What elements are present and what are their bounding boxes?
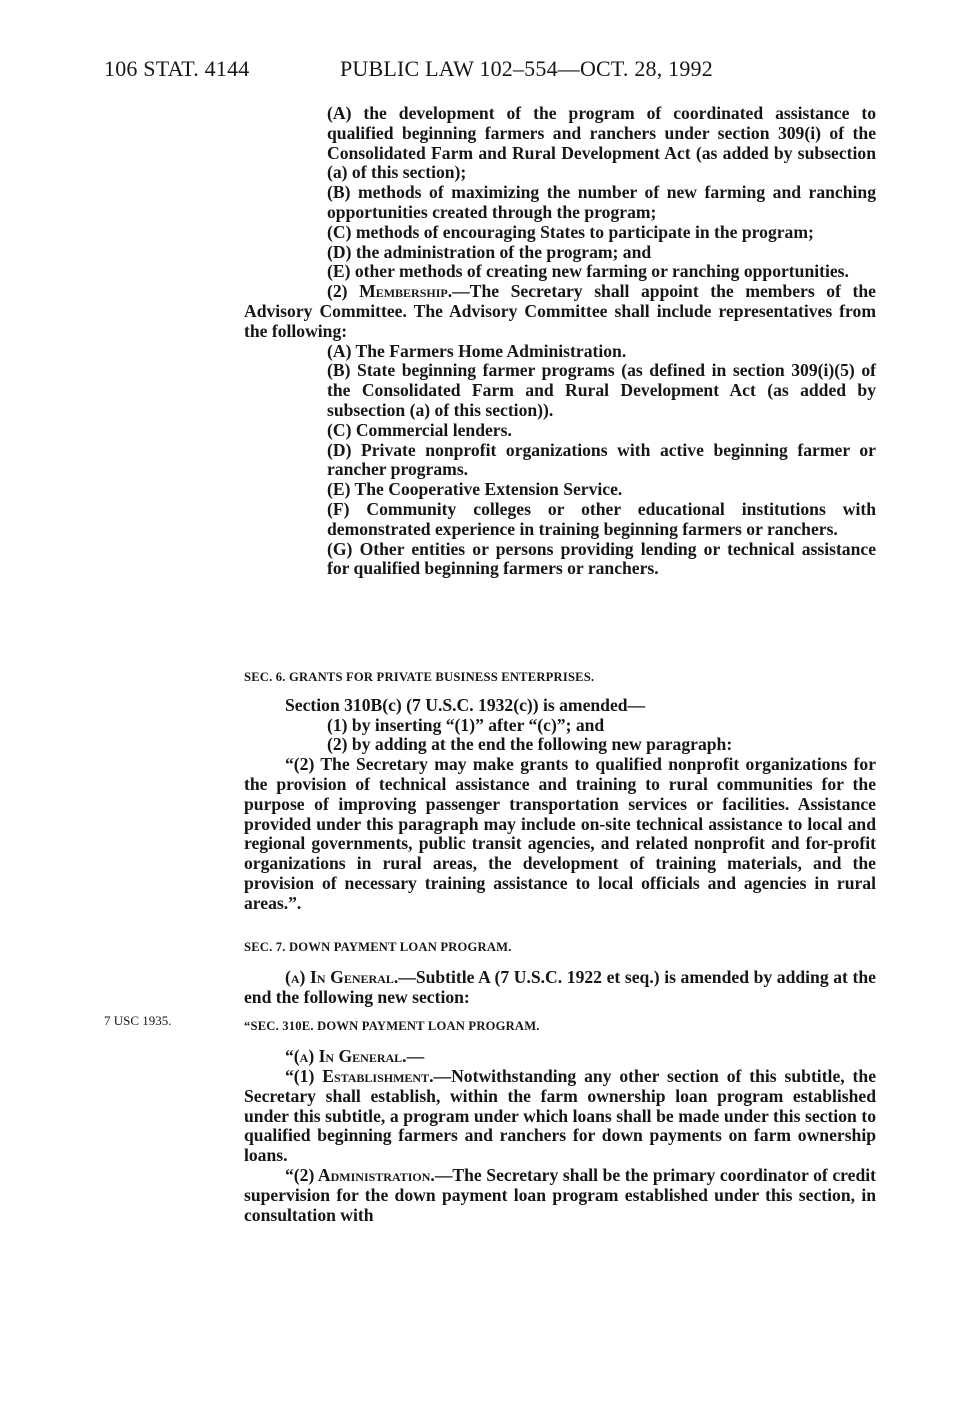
member-c: (C) Commercial lenders. <box>327 419 512 440</box>
establishment-text: —Notwithstanding any other section of this subtitle, the Secretary shall establish, within the farm ownership loan program established under this subtitle, a program under which loans shall be made under this section to qualified beginning farmers and ranchers for down payments on farm ownership loans. <box>244 1065 876 1166</box>
item-b-methods: (B) methods of maximizing the number of new farming and ranching opportunities created through the program; <box>327 182 876 222</box>
administration-heading: “(2) Administration. <box>285 1164 435 1185</box>
item-a-development: (A) the development of the program of coordinated assistance to qualified beginning farmers and ranchers under section 309(i) of the Consolidated Farm and Rural Development Act (as added by subsection (a) of this section); <box>327 103 876 183</box>
sec7-a-text: —Subtitle A (7 U.S.C. 1922 et seq.) is amended by adding at the end the following new section: <box>244 966 876 1007</box>
sec310e-establishment <box>244 1067 876 1166</box>
sec6-quote: “(2) The Secretary may make grants to qualified nonprofit organizations for the provision of technical assistance and training to rural communities for the purpose of improving passenger transportation services or facilities. Assistance provided under this paragraph may include on-site technical assistance to local and regional governments, public transit agencies, and related nonprofit and for-profit organizations in rural areas, the development of training materials, and the provision of necessary training assistance to local officials and agencies in rural areas.”. <box>244 754 876 913</box>
sec6-intro: Section 310B(c) (7 U.S.C. 1932(c)) is amended— <box>285 694 646 715</box>
sec310e-administration <box>244 1166 876 1225</box>
membership-heading: (2) Membership. <box>327 281 453 302</box>
section-6 <box>244 668 876 914</box>
member-e: (E) The Cooperative Extension Service. <box>327 479 623 500</box>
sec6-p2: (2) by adding at the end the following new paragraph: <box>327 734 733 755</box>
item-e-other-methods: (E) other methods of creating new farming or ranching opportunities. <box>327 261 849 282</box>
sec310e-heading: “SEC. 310E. DOWN PAYMENT LOAN PROGRAM. <box>244 1019 540 1034</box>
sec6-heading: SEC. 6. GRANTS FOR PRIVATE BUSINESS ENTERPRISES. <box>244 670 595 684</box>
public-law-citation: PUBLIC LAW 102–554—OCT. 28, 1992 <box>340 56 713 81</box>
member-g: (G) Other entities or persons providing lending or technical assistance for qualified beginning farmers or ranchers. <box>327 538 876 579</box>
sec310e-a-heading: “(a) In General.— <box>285 1046 425 1067</box>
member-b: (B) State beginning farmer programs (as defined in section 309(i)(5) of the Consolidated Farm and Rural Development Act (as added by subsection (a) of this section)). <box>327 360 876 420</box>
item-d-administration: (D) the administration of the program; and <box>327 241 652 262</box>
sec7-heading: SEC. 7. DOWN PAYMENT LOAN PROGRAM. <box>244 940 512 954</box>
section-7 <box>244 938 876 1225</box>
membership-paragraph <box>244 282 876 341</box>
advisory-committee-block <box>244 104 876 579</box>
stat-page-number: 106 STAT. 4144 <box>104 56 250 81</box>
sec6-p1: (1) by inserting “(1)” after “(c)”; and <box>327 714 605 735</box>
administration-text: —The Secretary shall be the primary coordinator of credit supervision for the down payment loan program established under this section, in consultation with <box>244 1164 876 1225</box>
establishment-heading: “(1) Establishment. <box>285 1065 434 1086</box>
member-f: (F) Community colleges or other educational institutions with demonstrated experience in training beginning farmers or ranchers. <box>327 498 876 539</box>
member-a: (A) The Farmers Home Administration. <box>327 340 627 361</box>
member-d: (D) Private nonprofit organizations with active beginning farmer or rancher programs. <box>327 439 876 480</box>
membership-text: —The Secretary shall appoint the members of the Advisory Committee. The Advisory Committee shall include representatives from the following: <box>244 281 876 341</box>
sec7-a-heading: (a) In General. <box>285 966 399 987</box>
margin-note: 7 USC 1935. <box>104 1013 172 1028</box>
sec7-a <box>244 968 876 1008</box>
item-c-methods: (C) methods of encouraging States to participate in the program; <box>327 221 814 242</box>
